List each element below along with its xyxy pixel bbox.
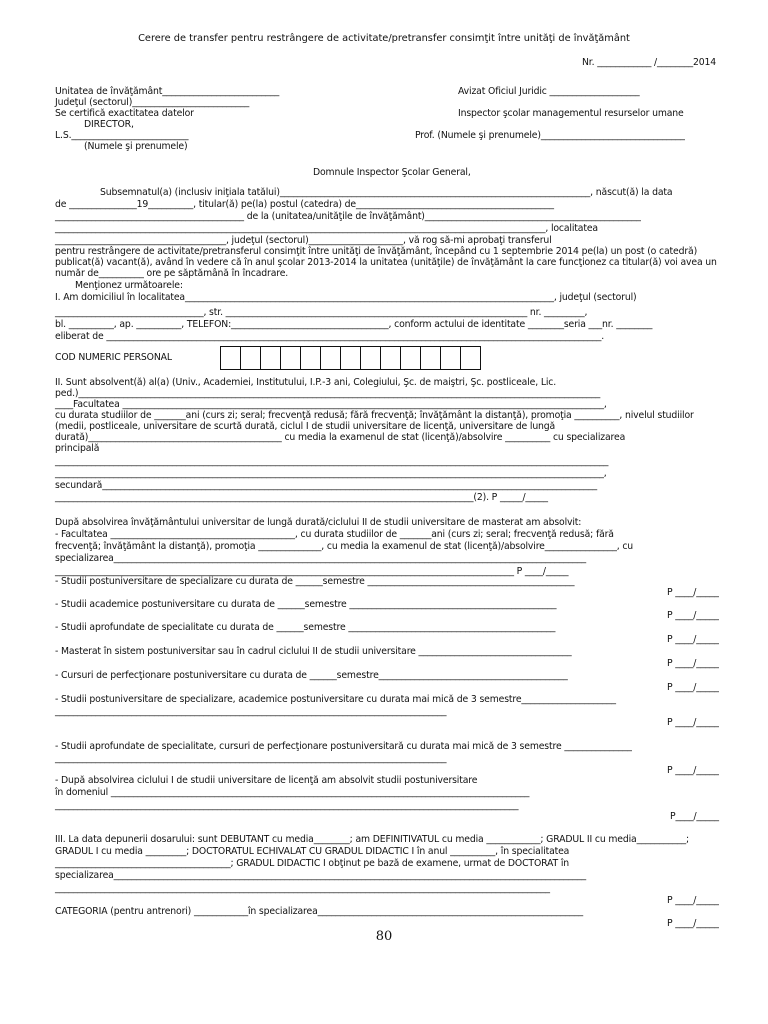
form-line: număr de__________ ore pe săptămână în încadrare.	[55, 268, 289, 279]
form-line: P ____/_____	[667, 634, 719, 645]
cnp-digit-cell[interactable]	[461, 346, 481, 370]
form-line: II. Sunt absolvent(ă) al(a) (Univ., Academiei, Institutului, I.P.-3 ani, Colegiului, Şc. de maiştri, Şc. postliceale, Lic.	[55, 377, 557, 388]
cnp-digit-cell[interactable]	[341, 346, 361, 370]
form-line: COD NUMERIC PERSONAL	[55, 352, 172, 363]
form-line: (Numele şi prenumele)	[84, 141, 188, 152]
form-line: _____________________________________________________________________________________________(2). P _____/_____	[55, 492, 548, 503]
form-line: _______________________________________; GRADUL DIDACTIC I obţinut pe bază de examene, urmat de DOCTORAT în	[55, 858, 570, 869]
form-line: După absolvirea învăţământului universitar de lungă durată/ciclului II de studii universitare de masterat am absolvit:	[55, 517, 582, 528]
form-line: publicat(ă) vacant(ă), având în vedere că în anul şcolar 2013-2014 la unitatea (unităţile) de învăţământ la care funcţionez ca titular(ă) voi avea un	[55, 257, 717, 268]
form-line: ped.)____________________________________________________________________________________________________________________	[55, 388, 601, 399]
form-line: P ____/_____	[667, 658, 719, 669]
form-line: ___________________________________________________________________________________________________________________________	[55, 456, 609, 467]
form-line: ______________________________________________________________________________________________________________	[55, 883, 550, 894]
cnp-digit-cell[interactable]	[401, 346, 421, 370]
form-line: ______________________________________, judeţul (sectorul)_____________________, vă rog să-mi aprobaţi transferul	[55, 235, 552, 246]
cnp-digit-cell[interactable]	[241, 346, 261, 370]
form-line: - Masterat în sistem postuniversitar sau în cadrul ciclului II de studii universitare __________________________________	[55, 646, 572, 657]
cnp-boxes[interactable]	[220, 346, 481, 370]
form-line: P ____/_____	[667, 610, 719, 621]
form-line: specializarea_________________________________________________________________________________________________________	[55, 553, 587, 564]
form-line: - Studii postuniversitare de specializare, academice postuniversitare cu durata mai mică de 3 semestre_____________________	[55, 694, 616, 705]
form-line: ______________________________________________________________________________________________________ P ____/_____	[55, 566, 569, 577]
form-line: pentru restrângere de activitate/pretransferul consimţit între unităţi de învăţământ, începând cu 1 septembrie 2014 pe(la) un post (o catedră)	[55, 246, 698, 257]
form-line: - Studii aprofundate de specialitate cu durata de ______semestre ______________________________________________	[55, 622, 556, 633]
form-line: Nr. ____________ /________2014	[582, 57, 717, 68]
cnp-digit-cell[interactable]	[441, 346, 461, 370]
form-line: de _______________19__________, titular(ă) pe(la) postul (catedra) de____________________________________________	[55, 199, 554, 210]
form-line: principală	[55, 443, 100, 454]
form-line: (medii, postliceale, universitare de scurtă durată, ciclul I de studii universitare de licenţă, universitare de lungă	[55, 421, 556, 432]
cnp-digit-cell[interactable]	[381, 346, 401, 370]
form-line: Inspector şcolar managementul resurselor umane	[458, 108, 684, 119]
cnp-digit-cell[interactable]	[261, 346, 281, 370]
form-line: P ____/_____	[667, 682, 719, 693]
form-line: I. Am domiciliul în localitatea__________________________________________________________________________________, judeţul (sectorul)	[55, 292, 637, 303]
cnp-digit-cell[interactable]	[361, 346, 381, 370]
form-line: CATEGORIA (pentru antrenori) ____________în specializarea___________________________________________________________	[55, 906, 584, 917]
form-line: L.S.__________________________	[55, 130, 189, 141]
cnp-digit-cell[interactable]	[221, 346, 241, 370]
page-number: 80	[375, 929, 393, 944]
form-line: - Studii academice postuniversitare cu durata de ______semestre ______________________________________________	[55, 599, 557, 610]
form-line: P ____/_____	[667, 895, 719, 906]
form-line: durată)___________________________________________ cu media la examenul de stat (licenţă)/absolvire __________ cu specializarea	[55, 432, 626, 443]
form-line: - Studii aprofundate de specialitate, cursuri de perfecţionare postuniversitară cu durata mai mică de 3 semestre _______________	[55, 741, 632, 752]
form-line: Subsemnatul(a) (inclusiv iniţiala tatălui)_____________________________________________________________________, născut(ă) la data	[100, 187, 673, 198]
form-line: ____Facultatea ___________________________________________________________________________________________________________,	[55, 399, 607, 410]
form-line: DIRECTOR,	[84, 119, 134, 130]
form-line: _________________________________, str. ___________________________________________________________________ nr. _________,	[55, 307, 588, 318]
form-line: __________________________________________ de la (unitatea/unităţile de învăţământ)________________________________________________	[55, 211, 641, 222]
form-line: Prof. (Numele şi prenumele)________________________________	[415, 130, 685, 141]
form-line: Se certifică exactitatea datelor	[55, 108, 194, 119]
cnp-digit-cell[interactable]	[301, 346, 321, 370]
form-line: _______________________________________________________________________________________	[55, 753, 447, 764]
form-line: eliberat de ______________________________________________________________________________________________________________.	[55, 331, 605, 342]
form-line: _______________________________________________________________________________________________________	[55, 800, 519, 811]
form-line: Unitatea de învăţământ__________________________	[55, 86, 280, 97]
form-line: - După absolvirea ciclului I de studii universitare de licenţă am absolvit studii postuniversitare	[55, 775, 478, 786]
form-line: Judeţul (sectorul)__________________________	[55, 97, 250, 108]
form-line: _______________________________________________________________________________________	[55, 706, 447, 717]
form-line: Domnule Inspector Şcolar General,	[313, 167, 471, 178]
form-line: __________________________________________________________________________________________________________________________,	[55, 468, 607, 479]
form-line: _____________________________________________________________________________________________________________, localitatea	[55, 223, 598, 234]
form-line: în domeniul _____________________________________________________________________________________________	[55, 787, 530, 798]
form-line: - Facultatea _________________________________________, cu durata studiilor de _______ani (curs zi; seral; frecvenţă redusă; fără	[55, 529, 614, 540]
form-line: Menţionez următoarele:	[75, 280, 183, 291]
form-line: - Studii postuniversitare de specializare cu durata de ______semestre ______________________________________________	[55, 576, 575, 587]
cnp-digit-cell[interactable]	[281, 346, 301, 370]
cnp-digit-cell[interactable]	[421, 346, 441, 370]
cnp-digit-cell[interactable]	[321, 346, 341, 370]
form-line: frecvenţă; învăţământ la distanţă), promoţia ______________, cu media la examenul de stat (licenţă)/absolvire________________, cu	[55, 541, 634, 552]
form-line: cu durata studiilor de _______ani (curs zi; seral; frecvenţă redusă; fără frecvenţă; învăţământ la distanţă), promoţia __________, nivelul studiilor	[55, 410, 694, 421]
form-line: bl. __________, ap. __________, TELEFON:___________________________________, conform actului de identitate ________seria ___nr. ________	[55, 319, 653, 330]
form-line: specializarea_________________________________________________________________________________________________________	[55, 870, 587, 881]
form-line: secundară______________________________________________________________________________________________________________	[55, 480, 598, 491]
form-line: P ____/_____	[667, 587, 719, 598]
form-line: P____/_____	[670, 811, 719, 822]
form-line: III. La data depunerii dosarului: sunt DEBUTANT cu media________; am DEFINITIVATUL cu media ____________; GRADUL II cu media___________;	[55, 834, 690, 845]
document-title: Cerere de transfer pentru restrângere de activitate/pretransfer consimţit între unităţi de învăţământ	[138, 33, 630, 44]
form-line: P ____/_____	[667, 717, 719, 728]
form-line: GRADUL I cu media _________; DOCTORATUL ECHIVALAT CU GRADUL DIDACTIC I în anul __________, în specialitatea	[55, 846, 570, 857]
form-line: - Cursuri de perfecţionare postuniversitare cu durata de ______semestre__________________________________________	[55, 670, 568, 681]
form-line: P ____/_____	[667, 765, 719, 776]
form-line: Avizat Oficiul Juridic ____________________	[458, 86, 640, 97]
form-line: P ____/_____	[667, 918, 719, 929]
